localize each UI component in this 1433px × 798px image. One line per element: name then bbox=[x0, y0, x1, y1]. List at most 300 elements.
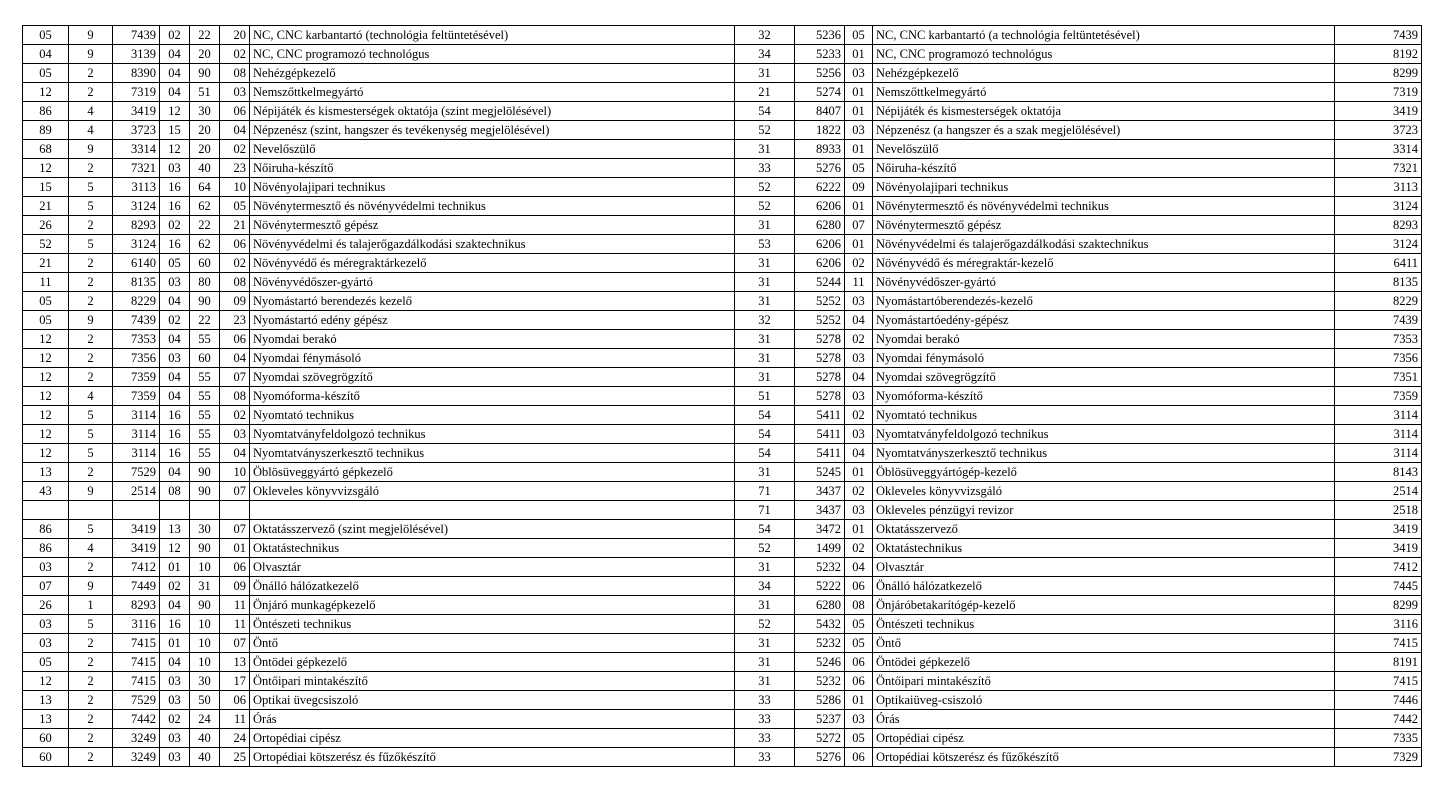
code-part2: 10 bbox=[190, 615, 220, 634]
qualification-name: Öntészeti technikus bbox=[250, 615, 735, 634]
qualification-name-new: Növényvédelmi és talajerőgazdálkodási szaktechnikus bbox=[873, 235, 1335, 254]
okj-level: 52 bbox=[735, 615, 795, 634]
code-part1: 03 bbox=[160, 691, 190, 710]
code-part1: 04 bbox=[160, 387, 190, 406]
table-row bbox=[23, 292, 1422, 311]
okj-suffix: 01 bbox=[845, 102, 873, 121]
table-row bbox=[23, 653, 1422, 672]
qualification-name-new: Növényvédőszer-gyártó bbox=[873, 273, 1335, 292]
code-level: 2 bbox=[69, 273, 113, 292]
code-part3: 17 bbox=[220, 672, 250, 691]
okj-suffix: 01 bbox=[845, 45, 873, 64]
feor-code: 7353 bbox=[1335, 330, 1422, 349]
code-feor: 7415 bbox=[113, 672, 160, 691]
code-level: 5 bbox=[69, 197, 113, 216]
code-feor: 3113 bbox=[113, 178, 160, 197]
okj-code: 8933 bbox=[795, 140, 845, 159]
table-row bbox=[23, 482, 1422, 501]
code-level: 4 bbox=[69, 102, 113, 121]
qualification-name-new: NC, CNC karbantartó (a technológia feltüntetésével) bbox=[873, 26, 1335, 45]
code-level: 5 bbox=[69, 444, 113, 463]
code-level: 2 bbox=[69, 368, 113, 387]
code-part1: 12 bbox=[160, 102, 190, 121]
table-row bbox=[23, 634, 1422, 653]
code-part2: 90 bbox=[190, 463, 220, 482]
code-sector: 13 bbox=[23, 463, 69, 482]
table-row bbox=[23, 615, 1422, 634]
code-feor: 3114 bbox=[113, 444, 160, 463]
code-part2: 31 bbox=[190, 577, 220, 596]
feor-code: 8143 bbox=[1335, 463, 1422, 482]
code-part1: 03 bbox=[160, 748, 190, 767]
code-part1: 04 bbox=[160, 368, 190, 387]
code-level: 9 bbox=[69, 140, 113, 159]
code-part1: 04 bbox=[160, 653, 190, 672]
code-part3: 08 bbox=[220, 64, 250, 83]
code-part2: 90 bbox=[190, 539, 220, 558]
okj-code: 5286 bbox=[795, 691, 845, 710]
qualification-name-new: Öntő bbox=[873, 634, 1335, 653]
code-part2: 55 bbox=[190, 330, 220, 349]
code-part3: 09 bbox=[220, 292, 250, 311]
code-feor: 3124 bbox=[113, 197, 160, 216]
code-sector: 52 bbox=[23, 235, 69, 254]
qualification-name: Növényolajipari technikus bbox=[250, 178, 735, 197]
qualification-name: Olvasztár bbox=[250, 558, 735, 577]
code-part3: 10 bbox=[220, 463, 250, 482]
code-part1: 04 bbox=[160, 463, 190, 482]
code-feor: 8390 bbox=[113, 64, 160, 83]
okj-code: 6206 bbox=[795, 235, 845, 254]
table-row bbox=[23, 425, 1422, 444]
table-row bbox=[23, 45, 1422, 64]
table-row bbox=[23, 83, 1422, 102]
table-row bbox=[23, 710, 1422, 729]
code-part2: 40 bbox=[190, 729, 220, 748]
code-part3: 02 bbox=[220, 254, 250, 273]
code-sector: 04 bbox=[23, 45, 69, 64]
code-part2: 30 bbox=[190, 672, 220, 691]
code-level: 5 bbox=[69, 425, 113, 444]
code-part3: 08 bbox=[220, 273, 250, 292]
table-row bbox=[23, 691, 1422, 710]
code-part1: 12 bbox=[160, 539, 190, 558]
code-part1: 02 bbox=[160, 311, 190, 330]
okj-suffix: 02 bbox=[845, 539, 873, 558]
code-feor: 7359 bbox=[113, 368, 160, 387]
qualification-name bbox=[250, 501, 735, 520]
code-feor: 7439 bbox=[113, 311, 160, 330]
okj-level: 31 bbox=[735, 634, 795, 653]
code-part3: 23 bbox=[220, 311, 250, 330]
qualification-name: Nehézgépkezelő bbox=[250, 64, 735, 83]
code-level: 5 bbox=[69, 615, 113, 634]
code-part3: 04 bbox=[220, 349, 250, 368]
code-sector: 12 bbox=[23, 672, 69, 691]
okj-code: 5411 bbox=[795, 444, 845, 463]
feor-code: 8299 bbox=[1335, 64, 1422, 83]
okj-level: 32 bbox=[735, 311, 795, 330]
okj-code: 6280 bbox=[795, 216, 845, 235]
okj-code: 5244 bbox=[795, 273, 845, 292]
qualification-name-new: Nyomdai szövegrögzítő bbox=[873, 368, 1335, 387]
code-part3: 02 bbox=[220, 140, 250, 159]
feor-code: 3114 bbox=[1335, 406, 1422, 425]
code-part1: 03 bbox=[160, 349, 190, 368]
okj-code: 5278 bbox=[795, 349, 845, 368]
code-level: 2 bbox=[69, 254, 113, 273]
code-sector: 13 bbox=[23, 691, 69, 710]
okj-level: 52 bbox=[735, 197, 795, 216]
okj-level: 33 bbox=[735, 691, 795, 710]
code-feor: 3419 bbox=[113, 102, 160, 121]
feor-code: 7359 bbox=[1335, 387, 1422, 406]
okj-code: 3437 bbox=[795, 482, 845, 501]
code-part1: 04 bbox=[160, 64, 190, 83]
qualification-name-new: Nőiruha-készítő bbox=[873, 159, 1335, 178]
table-body bbox=[23, 26, 1422, 767]
code-feor bbox=[113, 501, 160, 520]
okj-code: 5252 bbox=[795, 311, 845, 330]
code-part2: 20 bbox=[190, 121, 220, 140]
code-sector: 60 bbox=[23, 748, 69, 767]
qualification-name: Növényvédelmi és talajerőgazdálkodási szaktechnikus bbox=[250, 235, 735, 254]
qualification-name: Növényvédő és méregraktárkezelő bbox=[250, 254, 735, 273]
okj-level: 31 bbox=[735, 140, 795, 159]
code-part3: 10 bbox=[220, 178, 250, 197]
code-feor: 7442 bbox=[113, 710, 160, 729]
code-feor: 7415 bbox=[113, 634, 160, 653]
code-part2: 90 bbox=[190, 64, 220, 83]
code-part1: 04 bbox=[160, 45, 190, 64]
qualification-name: Nyomdai berakó bbox=[250, 330, 735, 349]
qualification-name-new: Nyomástartóberendezés-kezelő bbox=[873, 292, 1335, 311]
qualification-name-new: Népzenész (a hangszer és a szak megjelölésével) bbox=[873, 121, 1335, 140]
code-sector: 12 bbox=[23, 425, 69, 444]
table-row bbox=[23, 159, 1422, 178]
okj-suffix: 04 bbox=[845, 368, 873, 387]
table-row bbox=[23, 520, 1422, 539]
okj-code: 5232 bbox=[795, 558, 845, 577]
qualification-name-new: Órás bbox=[873, 710, 1335, 729]
code-part3: 06 bbox=[220, 691, 250, 710]
code-part1: 03 bbox=[160, 273, 190, 292]
code-part3: 02 bbox=[220, 45, 250, 64]
code-part2: 10 bbox=[190, 653, 220, 672]
code-level: 2 bbox=[69, 710, 113, 729]
code-level: 9 bbox=[69, 26, 113, 45]
qualification-name: Oktatástechnikus bbox=[250, 539, 735, 558]
code-sector: 26 bbox=[23, 596, 69, 615]
okj-level: 33 bbox=[735, 729, 795, 748]
feor-code: 8229 bbox=[1335, 292, 1422, 311]
code-level: 2 bbox=[69, 691, 113, 710]
feor-code: 8299 bbox=[1335, 596, 1422, 615]
code-part1: 04 bbox=[160, 292, 190, 311]
code-level bbox=[69, 501, 113, 520]
qualification-name: NC, CNC karbantartó (technológia feltüntetésével) bbox=[250, 26, 735, 45]
okj-suffix: 05 bbox=[845, 634, 873, 653]
code-part3: 01 bbox=[220, 539, 250, 558]
okj-suffix: 09 bbox=[845, 178, 873, 197]
qualification-name: Nyomástartó berendezés kezelő bbox=[250, 292, 735, 311]
qualification-name: Nyomdai fénymásoló bbox=[250, 349, 735, 368]
table-row bbox=[23, 558, 1422, 577]
code-part2: 60 bbox=[190, 349, 220, 368]
feor-code: 3114 bbox=[1335, 444, 1422, 463]
qualification-name: Nőiruha-készítő bbox=[250, 159, 735, 178]
code-part2: 55 bbox=[190, 425, 220, 444]
code-part2: 55 bbox=[190, 387, 220, 406]
okj-suffix: 03 bbox=[845, 710, 873, 729]
code-part3 bbox=[220, 501, 250, 520]
code-feor: 3124 bbox=[113, 235, 160, 254]
code-feor: 3116 bbox=[113, 615, 160, 634]
code-sector: 21 bbox=[23, 197, 69, 216]
okj-level: 71 bbox=[735, 482, 795, 501]
code-part3: 03 bbox=[220, 83, 250, 102]
code-sector: 86 bbox=[23, 520, 69, 539]
code-part2: 22 bbox=[190, 216, 220, 235]
okj-level: 54 bbox=[735, 520, 795, 539]
code-part2: 22 bbox=[190, 26, 220, 45]
code-part3: 06 bbox=[220, 102, 250, 121]
okj-code: 5272 bbox=[795, 729, 845, 748]
okj-code: 5278 bbox=[795, 330, 845, 349]
okj-suffix: 05 bbox=[845, 159, 873, 178]
feor-code: 6411 bbox=[1335, 254, 1422, 273]
code-feor: 3114 bbox=[113, 425, 160, 444]
code-part2: 62 bbox=[190, 235, 220, 254]
feor-code: 7356 bbox=[1335, 349, 1422, 368]
code-sector: 12 bbox=[23, 387, 69, 406]
code-feor: 8293 bbox=[113, 216, 160, 235]
qualification-table-sheet bbox=[22, 25, 1421, 767]
qualification-name: Növényvédőszer-gyártó bbox=[250, 273, 735, 292]
code-level: 2 bbox=[69, 558, 113, 577]
code-feor: 7449 bbox=[113, 577, 160, 596]
code-part1: 08 bbox=[160, 482, 190, 501]
qualification-name: Önálló hálózatkezelő bbox=[250, 577, 735, 596]
code-part3: 07 bbox=[220, 368, 250, 387]
table-row bbox=[23, 330, 1422, 349]
code-feor: 7353 bbox=[113, 330, 160, 349]
feor-code: 7442 bbox=[1335, 710, 1422, 729]
okj-code: 8407 bbox=[795, 102, 845, 121]
code-level: 9 bbox=[69, 45, 113, 64]
code-sector: 03 bbox=[23, 634, 69, 653]
table-row bbox=[23, 64, 1422, 83]
qualification-name: Nyomdai szövegrögzítő bbox=[250, 368, 735, 387]
qualification-name: Öntőipari mintakészítő bbox=[250, 672, 735, 691]
code-feor: 2514 bbox=[113, 482, 160, 501]
code-part1: 01 bbox=[160, 634, 190, 653]
feor-code: 3124 bbox=[1335, 197, 1422, 216]
table-row bbox=[23, 577, 1422, 596]
okj-code: 6206 bbox=[795, 197, 845, 216]
qualification-table bbox=[22, 25, 1422, 767]
okj-level: 54 bbox=[735, 444, 795, 463]
code-part2: 90 bbox=[190, 482, 220, 501]
code-level: 2 bbox=[69, 349, 113, 368]
code-level: 9 bbox=[69, 311, 113, 330]
code-level: 2 bbox=[69, 83, 113, 102]
code-feor: 7529 bbox=[113, 463, 160, 482]
code-part3: 11 bbox=[220, 615, 250, 634]
okj-code: 1822 bbox=[795, 121, 845, 140]
okj-level: 52 bbox=[735, 121, 795, 140]
okj-suffix: 06 bbox=[845, 577, 873, 596]
table-row bbox=[23, 254, 1422, 273]
code-part2: 51 bbox=[190, 83, 220, 102]
code-part1: 13 bbox=[160, 520, 190, 539]
code-part2: 22 bbox=[190, 311, 220, 330]
qualification-name-new: Nyomtatványszerkesztő technikus bbox=[873, 444, 1335, 463]
code-part1: 05 bbox=[160, 254, 190, 273]
code-sector: 07 bbox=[23, 577, 69, 596]
feor-code: 2518 bbox=[1335, 501, 1422, 520]
okj-code: 3472 bbox=[795, 520, 845, 539]
code-sector: 05 bbox=[23, 653, 69, 672]
code-level: 9 bbox=[69, 577, 113, 596]
okj-suffix: 08 bbox=[845, 596, 873, 615]
okj-suffix: 03 bbox=[845, 501, 873, 520]
feor-code: 7415 bbox=[1335, 634, 1422, 653]
code-part3: 06 bbox=[220, 330, 250, 349]
okj-code: 5232 bbox=[795, 634, 845, 653]
feor-code: 7335 bbox=[1335, 729, 1422, 748]
code-part2: 10 bbox=[190, 558, 220, 577]
code-sector: 12 bbox=[23, 159, 69, 178]
code-sector: 03 bbox=[23, 615, 69, 634]
okj-code: 5233 bbox=[795, 45, 845, 64]
okj-suffix: 11 bbox=[845, 273, 873, 292]
okj-suffix: 06 bbox=[845, 653, 873, 672]
code-part1 bbox=[160, 501, 190, 520]
code-sector: 05 bbox=[23, 64, 69, 83]
code-part3: 09 bbox=[220, 577, 250, 596]
okj-level: 31 bbox=[735, 64, 795, 83]
code-part1: 16 bbox=[160, 615, 190, 634]
code-sector: 21 bbox=[23, 254, 69, 273]
qualification-name-new: Nehézgépkezelő bbox=[873, 64, 1335, 83]
code-part3: 07 bbox=[220, 482, 250, 501]
okj-suffix: 04 bbox=[845, 311, 873, 330]
code-part1: 16 bbox=[160, 178, 190, 197]
code-part2: 40 bbox=[190, 748, 220, 767]
qualification-name-new: Növényvédő és méregraktár-kezelő bbox=[873, 254, 1335, 273]
qualification-name-new: Növénytermesztő gépész bbox=[873, 216, 1335, 235]
okj-level: 31 bbox=[735, 349, 795, 368]
code-part3: 08 bbox=[220, 387, 250, 406]
okj-level: 52 bbox=[735, 178, 795, 197]
qualification-name: Nyomóforma-készítő bbox=[250, 387, 735, 406]
qualification-name: Nyomtatványszerkesztő technikus bbox=[250, 444, 735, 463]
qualification-name: Öblösüveggyártó gépkezelő bbox=[250, 463, 735, 482]
table-row bbox=[23, 121, 1422, 140]
qualification-name: Okleveles könyvvizsgáló bbox=[250, 482, 735, 501]
okj-suffix: 04 bbox=[845, 558, 873, 577]
okj-level: 54 bbox=[735, 406, 795, 425]
okj-level: 71 bbox=[735, 501, 795, 520]
code-sector: 12 bbox=[23, 83, 69, 102]
qualification-name: Nyomtatványfeldolgozó technikus bbox=[250, 425, 735, 444]
okj-level: 34 bbox=[735, 45, 795, 64]
okj-code: 5278 bbox=[795, 387, 845, 406]
okj-level: 33 bbox=[735, 159, 795, 178]
okj-code: 5278 bbox=[795, 368, 845, 387]
okj-code: 5411 bbox=[795, 425, 845, 444]
code-part2: 24 bbox=[190, 710, 220, 729]
code-part3: 21 bbox=[220, 216, 250, 235]
code-sector: 05 bbox=[23, 311, 69, 330]
code-sector: 60 bbox=[23, 729, 69, 748]
table-row bbox=[23, 235, 1422, 254]
code-feor: 3249 bbox=[113, 748, 160, 767]
code-part2: 50 bbox=[190, 691, 220, 710]
okj-code: 5237 bbox=[795, 710, 845, 729]
qualification-name-new: Ortopédiai kötszerész és fűzőkészítő bbox=[873, 748, 1335, 767]
qualification-name-new: Nyomtatványfeldolgozó technikus bbox=[873, 425, 1335, 444]
okj-suffix: 03 bbox=[845, 387, 873, 406]
qualification-name-new: Nyomtató technikus bbox=[873, 406, 1335, 425]
feor-code: 3314 bbox=[1335, 140, 1422, 159]
code-part1: 16 bbox=[160, 444, 190, 463]
feor-code: 8191 bbox=[1335, 653, 1422, 672]
okj-suffix: 03 bbox=[845, 64, 873, 83]
code-feor: 3314 bbox=[113, 140, 160, 159]
feor-code: 7351 bbox=[1335, 368, 1422, 387]
code-level: 2 bbox=[69, 653, 113, 672]
okj-level: 31 bbox=[735, 330, 795, 349]
feor-code: 3116 bbox=[1335, 615, 1422, 634]
feor-code: 8293 bbox=[1335, 216, 1422, 235]
code-feor: 7415 bbox=[113, 653, 160, 672]
code-part3: 11 bbox=[220, 710, 250, 729]
okj-code: 6206 bbox=[795, 254, 845, 273]
table-row bbox=[23, 406, 1422, 425]
code-sector: 15 bbox=[23, 178, 69, 197]
code-part2: 55 bbox=[190, 406, 220, 425]
code-sector: 13 bbox=[23, 710, 69, 729]
feor-code: 7412 bbox=[1335, 558, 1422, 577]
okj-level: 31 bbox=[735, 672, 795, 691]
qualification-name: Népijáték és kismesterségek oktatója (szint megjelölésével) bbox=[250, 102, 735, 121]
code-part3: 05 bbox=[220, 197, 250, 216]
qualification-name-new: Ortopédiai cipész bbox=[873, 729, 1335, 748]
code-part1: 03 bbox=[160, 159, 190, 178]
code-feor: 7359 bbox=[113, 387, 160, 406]
code-level: 2 bbox=[69, 292, 113, 311]
qualification-name-new: Nemszőttkelmegyártó bbox=[873, 83, 1335, 102]
code-part1: 04 bbox=[160, 330, 190, 349]
okj-code: 6280 bbox=[795, 596, 845, 615]
okj-suffix: 07 bbox=[845, 216, 873, 235]
feor-code: 3113 bbox=[1335, 178, 1422, 197]
code-part1: 15 bbox=[160, 121, 190, 140]
qualification-name-new: Nevelőszülő bbox=[873, 140, 1335, 159]
code-sector: 12 bbox=[23, 330, 69, 349]
code-sector: 43 bbox=[23, 482, 69, 501]
okj-level: 31 bbox=[735, 273, 795, 292]
qualification-name-new: Növényolajipari technikus bbox=[873, 178, 1335, 197]
okj-level: 33 bbox=[735, 748, 795, 767]
qualification-name: Növénytermesztő és növényvédelmi technikus bbox=[250, 197, 735, 216]
qualification-name-new: Optikaiüveg-csiszoló bbox=[873, 691, 1335, 710]
code-sector: 26 bbox=[23, 216, 69, 235]
qualification-name-new: Öblösüveggyártógép-kezelő bbox=[873, 463, 1335, 482]
code-part3: 06 bbox=[220, 235, 250, 254]
